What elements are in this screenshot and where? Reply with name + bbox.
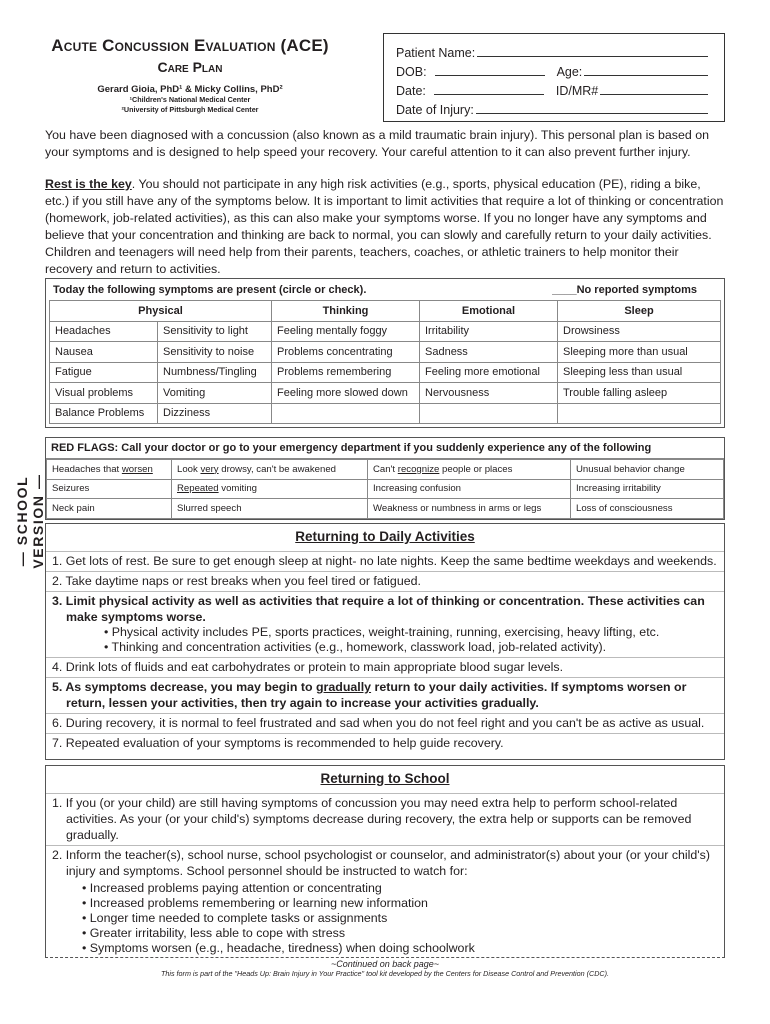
daily-item-5-b: return to your daily activities. If symptoms worsen or return, lessen your activities, then try again to increase your activities gradually. bbox=[66, 680, 687, 710]
symptom-cell[interactable]: Dizziness bbox=[158, 403, 272, 424]
date-field[interactable] bbox=[434, 94, 544, 95]
red-flag-cell bbox=[368, 460, 571, 480]
school-bullet-4: • Greater irritability, less able to cope with stress bbox=[82, 926, 346, 940]
red-flag-text: Can't bbox=[373, 463, 398, 475]
symptom-cell[interactable]: Vomiting bbox=[158, 383, 272, 404]
continued-note: ~Continued on back page~ bbox=[330, 959, 440, 969]
footer-note: This form is part of the "Heads Up: Brain Injury in Your Practice" tool kit developed by the Centers for Disease Control and Prevention (CDC). bbox=[160, 969, 609, 978]
symptom-category-header: Emotional bbox=[420, 301, 558, 322]
red-flag-text: Increasing confusion bbox=[373, 483, 461, 495]
symptom-cell[interactable]: Nausea bbox=[50, 342, 158, 363]
patient-name-label: Patient Name: bbox=[396, 46, 476, 60]
red-flag-text: people or places bbox=[439, 463, 513, 475]
symptom-cell[interactable]: Visual problems bbox=[50, 383, 158, 404]
symptom-cell[interactable]: Feeling mentally foggy bbox=[272, 321, 420, 342]
school-bullet-3: • Longer time needed to complete tasks or assignments bbox=[82, 911, 388, 925]
document-title-block bbox=[40, 36, 340, 115]
red-flag-cell bbox=[368, 499, 571, 519]
rest-lead: Rest is the key bbox=[45, 177, 132, 191]
emphasized-word: Repeated bbox=[177, 483, 219, 495]
red-flag-text: Look bbox=[177, 463, 201, 475]
red-flag-text: Headaches that bbox=[52, 463, 122, 475]
red-flag-cell bbox=[368, 479, 571, 499]
symptom-cell[interactable]: Problems concentrating bbox=[272, 342, 420, 363]
no-symptoms-check[interactable]: ____No reported symptoms bbox=[552, 284, 697, 296]
symptom-row bbox=[50, 383, 721, 404]
symptom-cell[interactable]: Problems remembering bbox=[272, 362, 420, 383]
red-flag-text: Seizures bbox=[52, 483, 90, 495]
school-bullet-5: • Symptoms worsen (e.g., headache, tiredness) when doing schoolwork bbox=[82, 941, 475, 955]
daily-item-3 bbox=[46, 591, 724, 657]
symptom-cell[interactable]: Numbness/Tingling bbox=[158, 362, 272, 383]
injury-date-field[interactable] bbox=[476, 113, 708, 114]
red-flag-text: Loss of consciousness bbox=[576, 502, 673, 514]
rest-paragraph bbox=[45, 176, 725, 278]
symptom-cell[interactable]: Sensitivity to light bbox=[158, 321, 272, 342]
symptom-row bbox=[50, 403, 721, 424]
red-flag-cell bbox=[172, 460, 368, 480]
red-flag-cell bbox=[571, 460, 724, 480]
symptom-cell[interactable]: Trouble falling asleep bbox=[558, 383, 721, 404]
red-flag-cell bbox=[571, 499, 724, 519]
daily-item-5-underlined: gradually bbox=[315, 680, 372, 694]
school-bullet-1: • Increased problems paying attention or concentrating bbox=[82, 881, 382, 895]
symptom-cell[interactable]: Drowsiness bbox=[558, 321, 721, 342]
school-bullet-2: • Increased problems remembering or learning new information bbox=[82, 896, 428, 910]
age-label: Age: bbox=[556, 65, 583, 79]
symptom-cell[interactable]: Feeling more emotional bbox=[420, 362, 558, 383]
symptom-cell[interactable]: Nervousness bbox=[420, 383, 558, 404]
school-item-1: 1. If you (or your child) are still having symptoms of concussion you may need extra help to perform school-related activities. As your (or your child's) symptoms decrease during recovery, the extra help or supports can be removed gradually. bbox=[46, 793, 724, 845]
symptoms-table bbox=[49, 300, 721, 424]
symptom-cell[interactable]: Headaches bbox=[50, 321, 158, 342]
symptom-row bbox=[50, 342, 721, 363]
school-version-label: — SCHOOL VERSION — bbox=[14, 473, 46, 569]
symptom-category-header: Thinking bbox=[272, 301, 420, 322]
form-subtitle: Care Plan bbox=[157, 59, 223, 75]
red-flag-cell bbox=[172, 499, 368, 519]
daily-item-3-bullet-1: • Physical activity includes PE, sports practices, weight-training, running, exercising, heavy lifting, etc. bbox=[104, 625, 660, 639]
patient-info-box bbox=[383, 33, 725, 122]
symptom-cell[interactable]: Sadness bbox=[420, 342, 558, 363]
school-item-2: 2. Inform the teacher(s), school nurse, school psychologist or counselor, and administrator(s) about your (or your child's) injury and symptoms. School personnel should be instructed to watch for: bbox=[46, 845, 724, 881]
emphasized-word: worsen bbox=[121, 463, 153, 475]
id-field[interactable] bbox=[600, 94, 708, 95]
red-flag-text: Weakness or numbness in arms or legs bbox=[373, 502, 542, 514]
red-flag-text: Neck pain bbox=[52, 502, 95, 514]
symptom-category-header: Sleep bbox=[558, 301, 721, 322]
intro-paragraph: You have been diagnosed with a concussion (also known as a mild traumatic brain injury). This personal plan is based on your symptoms and is designed to help speed your recovery. Your careful attention to it can also prevent further injury. bbox=[45, 128, 709, 159]
red-flag-text: vomiting bbox=[218, 483, 257, 495]
affiliation-1: ¹Children's National Medical Center bbox=[129, 95, 251, 104]
form-title: Acute Concussion Evaluation (ACE) bbox=[51, 36, 329, 55]
symptom-category-header: Physical bbox=[50, 301, 272, 322]
red-flag-text: Slurred speech bbox=[177, 502, 242, 514]
symptom-cell bbox=[558, 403, 721, 424]
red-flag-cell bbox=[47, 499, 172, 519]
red-flag-row bbox=[47, 479, 724, 499]
red-flags-section bbox=[45, 437, 725, 520]
daily-item-3-bullet-2: • Thinking and concentration activities (e.g., homework, classwork load, job-related activity). bbox=[104, 640, 607, 654]
symptom-row bbox=[50, 321, 721, 342]
affiliation-2: ²University of Pittsburgh Medical Center bbox=[121, 105, 259, 114]
daily-item-6: 6. During recovery, it is normal to feel frustrated and sad when you do not feel right and you can't be as active as usual. bbox=[46, 713, 724, 733]
symptom-cell[interactable]: Sleeping more than usual bbox=[558, 342, 721, 363]
symptom-cell[interactable]: Balance Problems bbox=[50, 403, 158, 424]
daily-activities-section bbox=[45, 523, 725, 760]
patient-name-field[interactable] bbox=[477, 56, 708, 57]
red-flag-text: drowsy, can't be awakened bbox=[218, 463, 336, 475]
symptom-cell[interactable]: Feeling more slowed down bbox=[272, 383, 420, 404]
symptom-row bbox=[50, 362, 721, 383]
daily-item-2: 2. Take daytime naps or rest breaks when you feel tired or fatigued. bbox=[46, 571, 724, 591]
age-field[interactable] bbox=[584, 75, 708, 76]
red-flag-row bbox=[47, 460, 724, 480]
emphasized-word: recognize bbox=[397, 463, 440, 475]
red-flags-title: RED FLAGS: Call your doctor or go to your emergency department if you suddenly experience any of the following bbox=[46, 438, 724, 459]
red-flag-cell bbox=[571, 479, 724, 499]
symptoms-prompt: Today the following symptoms are present (circle or check). bbox=[53, 284, 367, 296]
symptom-cell bbox=[272, 403, 420, 424]
symptom-cell[interactable]: Fatigue bbox=[50, 362, 158, 383]
red-flag-cell bbox=[172, 479, 368, 499]
red-flag-text: Increasing irritability bbox=[576, 483, 661, 495]
authors: Gerard Gioia, PhD¹ & Micky Collins, PhD² bbox=[97, 84, 283, 95]
red-flag-text: Unusual behavior change bbox=[576, 463, 685, 475]
rest-text: . You should not participate in any high risk activities (e.g., sports, physical education (PE), riding a bike, etc.) if you still have any of the symptoms below. It is important to limit activities that require a lot of thinking or concentration (homework, job-related activities), as this can also make your symptoms worse. If you no longer have any symptoms and believe that your concentration and thinking are back to normal, you can slowly and carefully return to your daily activities. Children and teenagers will need help from their parents, teachers, coaches, or athletic trainers to help monitor their recovery and return to activities. bbox=[45, 177, 724, 276]
red-flag-cell bbox=[47, 479, 172, 499]
symptom-cell[interactable]: Sleeping less than usual bbox=[558, 362, 721, 383]
symptoms-section bbox=[45, 278, 725, 428]
symptom-cell[interactable]: Irritability bbox=[420, 321, 558, 342]
red-flag-row bbox=[47, 499, 724, 519]
daily-item-4: 4. Drink lots of fluids and eat carbohydrates or protein to main appropriate blood sugar levels. bbox=[46, 657, 724, 677]
daily-item-7: 7. Repeated evaluation of your symptoms is recommended to help guide recovery. bbox=[46, 733, 724, 753]
daily-activities-heading: Returning to Daily Activities bbox=[295, 529, 475, 544]
id-label: ID/MR# bbox=[555, 84, 599, 98]
emphasized-word: very bbox=[200, 463, 219, 475]
symptom-cell[interactable]: Sensitivity to noise bbox=[158, 342, 272, 363]
dob-field[interactable] bbox=[435, 75, 545, 76]
red-flags-table bbox=[46, 459, 724, 519]
symptom-cell bbox=[420, 403, 558, 424]
daily-item-3-text: 3. Limit physical activity as well as activities that require a lot of thinking or concentration. These activities can make symptoms worse. bbox=[52, 594, 705, 624]
daily-item-5-a: 5. As symptoms decrease, you may begin to bbox=[52, 680, 316, 694]
dob-label: DOB: bbox=[396, 65, 427, 79]
injury-date-label: Date of Injury: bbox=[396, 103, 474, 117]
red-flag-cell bbox=[47, 460, 172, 480]
returning-school-section bbox=[45, 765, 725, 969]
daily-item-1: 1. Get lots of rest. Be sure to get enough sleep at night- no late nights. Keep the same bedtime weekdays and weekends. bbox=[46, 551, 724, 571]
daily-item-5 bbox=[46, 677, 724, 713]
school-heading: Returning to School bbox=[320, 771, 450, 786]
date-label: Date: bbox=[396, 84, 426, 98]
